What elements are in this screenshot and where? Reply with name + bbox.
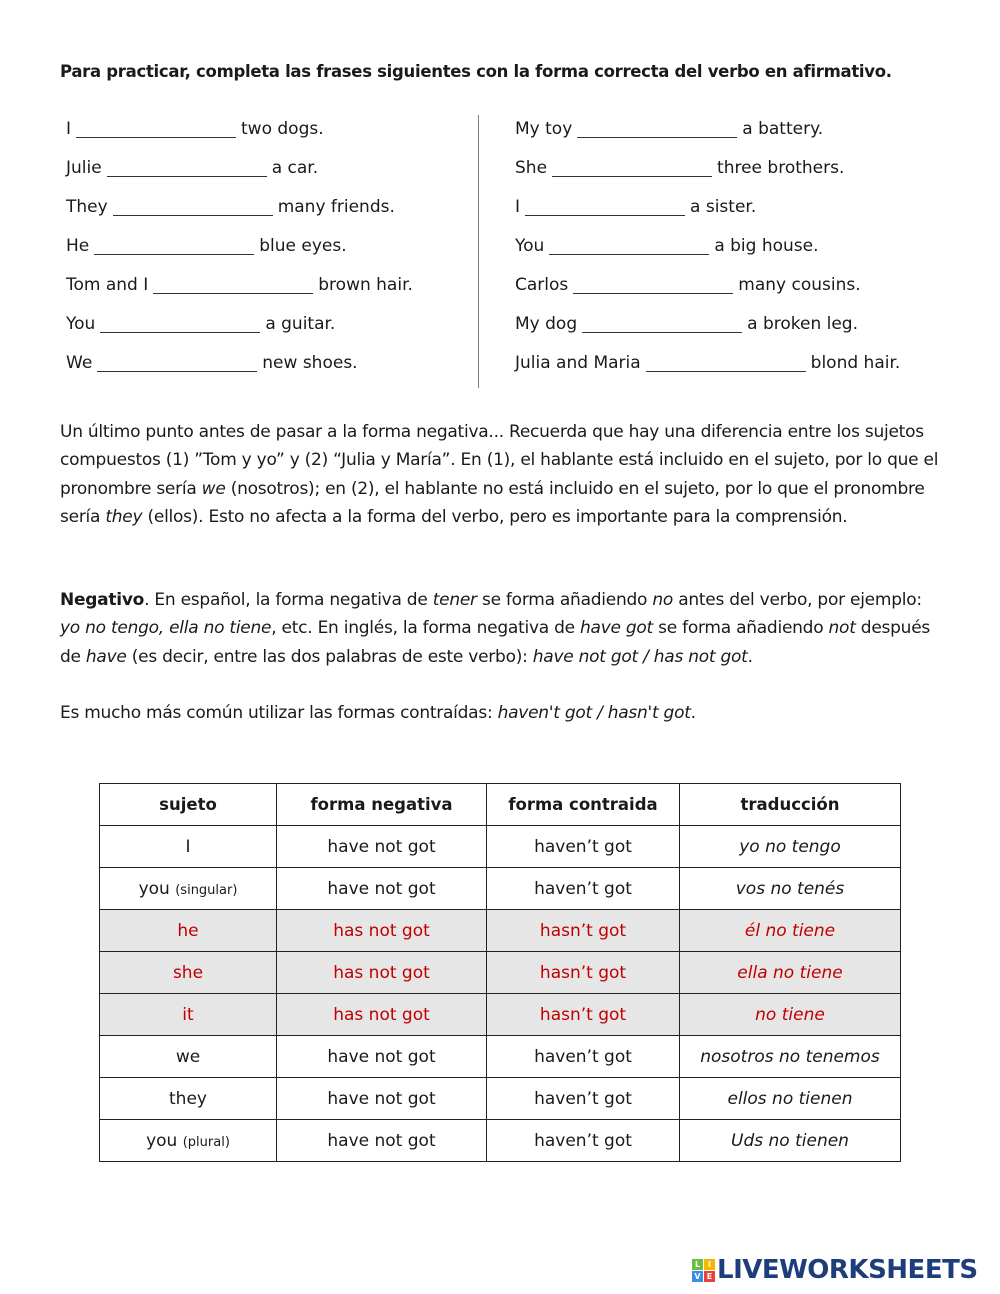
subject-cell (100, 826, 277, 868)
table-header-row (100, 784, 901, 826)
subject-cell (100, 1036, 277, 1078)
contracted-form-cell: haven’t got (487, 1120, 680, 1162)
exercise-rest: blond hair. (810, 353, 901, 373)
column-header: traducción (680, 784, 901, 826)
negative-form-cell: have not got (277, 868, 487, 910)
subject-cell (100, 1120, 277, 1162)
text-segment: Un último punto antes de pasar a la forma negativa... Recuerda que hay una diferencia entre los sujetos compuestos (1) ”Tom y yo” y (2) “Julia y María”. En (1), el hablante está incluido en el sujeto, por lo que el pronombre sería (60, 422, 939, 499)
answer-blank[interactable] (552, 156, 712, 177)
exercise-subject: You (66, 314, 96, 334)
negative-form-cell: has not got (277, 910, 487, 952)
text-segment: (ellos). Esto no afecta a la forma del verbo, pero es importante para la comprensión. (142, 506, 848, 527)
subject-cell (100, 994, 277, 1036)
text-segment: . En español, la forma negativa de (144, 590, 433, 610)
answer-blank[interactable] (549, 234, 709, 255)
table-row (100, 1120, 901, 1162)
exercise-item (66, 310, 413, 349)
translation-cell: no tiene (680, 994, 901, 1036)
exercise-rest: two dogs. (241, 119, 324, 139)
answer-blank[interactable] (646, 351, 806, 372)
exercise-item (66, 154, 413, 193)
text-segment: Es mucho más común utilizar las formas contraídas: (60, 703, 498, 723)
exercise-rest: many friends. (277, 197, 395, 217)
translation-cell: ellos no tienen (680, 1078, 901, 1120)
answer-blank[interactable] (525, 195, 685, 216)
table-row (100, 994, 901, 1036)
subject-cell (100, 1078, 277, 1120)
text-segment: have not got / has not got (532, 646, 748, 667)
exercise-item (515, 310, 900, 349)
text-segment: yo no tengo, ella no tiene (60, 618, 272, 639)
exercise-subject: You (515, 236, 545, 256)
answer-blank[interactable] (107, 156, 267, 177)
exercise-subject: He (66, 236, 90, 256)
exercise-item (66, 349, 413, 388)
subject-text: she (172, 962, 204, 983)
translation-cell: Uds no tienen (680, 1120, 901, 1162)
subject-note: (plural) (182, 1134, 230, 1150)
subject-cell (100, 952, 277, 994)
exercise-subject: Julia and Maria (515, 353, 641, 373)
exercise-rest: three brothers. (717, 158, 845, 178)
subject-text: it (182, 1004, 194, 1025)
text-segment: not (828, 618, 856, 639)
exercise-rest: brown hair. (318, 275, 413, 295)
exercise-item (66, 232, 413, 271)
subject-text: you (146, 1130, 178, 1151)
subject-cell (100, 910, 277, 952)
compound-subject-paragraph (60, 418, 940, 531)
column-header: forma contraida (487, 784, 680, 826)
negative-form-cell: have not got (277, 1078, 487, 1120)
answer-blank[interactable] (100, 312, 260, 333)
exercise-subject: I (515, 197, 521, 217)
negative-forms-table (99, 783, 901, 1162)
exercise-item (515, 349, 900, 388)
contracted-form-cell: hasn’t got (487, 994, 680, 1036)
column-header: sujeto (100, 784, 277, 826)
negative-paragraph (60, 586, 940, 671)
exercise-subject: Tom and I (66, 275, 149, 295)
answer-blank[interactable] (573, 273, 733, 294)
logo-icon (692, 1259, 715, 1282)
exercise-item (515, 115, 900, 154)
negative-form-cell: has not got (277, 994, 487, 1036)
subject-note: (singular) (175, 882, 238, 898)
subject-text: you (138, 878, 170, 899)
contracted-form-cell: haven’t got (487, 826, 680, 868)
exercise-subject: I (66, 119, 72, 139)
exercise-item (515, 271, 900, 310)
contracted-form-cell: haven’t got (487, 1078, 680, 1120)
text-segment: have got (580, 618, 653, 639)
exercise-subject: My toy (515, 119, 573, 139)
table-row (100, 868, 901, 910)
logo-letter: E (704, 1271, 715, 1282)
column-divider (478, 115, 479, 388)
subject-text: they (169, 1088, 207, 1109)
answer-blank[interactable] (153, 273, 313, 294)
exercise-subject: She (515, 158, 548, 178)
table-row (100, 826, 901, 868)
text-segment: . (747, 646, 753, 667)
exercise-rest: new shoes. (262, 353, 358, 373)
contracted-form-cell: haven’t got (487, 1036, 680, 1078)
negative-form-cell: has not got (277, 952, 487, 994)
subject-text: he (177, 920, 199, 941)
text-segment: they (105, 506, 143, 527)
text-segment: we (201, 478, 226, 499)
logo-letter: I (704, 1259, 715, 1270)
table-row (100, 952, 901, 994)
table-row (100, 1078, 901, 1120)
logo-text: LIVEWORKSHEETS (717, 1255, 978, 1285)
exercise-item (66, 115, 413, 154)
answer-blank[interactable] (113, 195, 273, 216)
text-segment: , etc. En inglés, la forma negativa de (271, 618, 580, 639)
logo-letter: V (692, 1271, 703, 1282)
exercise-subject: Julie (66, 158, 102, 178)
exercise-item (515, 232, 900, 271)
negative-form-cell: have not got (277, 1036, 487, 1078)
contracted-forms-paragraph (60, 699, 940, 727)
exercise-rest: a big house. (714, 236, 819, 256)
text-segment: (es decir, entre las dos palabras de este verbo): (126, 646, 533, 667)
exercise-subject: We (66, 353, 93, 373)
exercise-rest: a battery. (742, 119, 824, 139)
subject-cell (100, 868, 277, 910)
text-segment: . (690, 703, 696, 723)
subject-text: I (185, 836, 191, 857)
exercise-subject: Carlos (515, 275, 569, 295)
logo-letter: L (692, 1259, 703, 1270)
subject-text: we (175, 1046, 201, 1067)
negative-form-cell: have not got (277, 826, 487, 868)
text-segment: se forma añadiendo (476, 590, 653, 610)
text-segment: (nosotros); en (2), el hablante no está incluido en el sujeto, por lo que el pronombre sería (60, 478, 925, 527)
translation-cell: él no tiene (680, 910, 901, 952)
table-row (100, 910, 901, 952)
translation-cell: nosotros no tenemos (680, 1036, 901, 1078)
exercise-item (515, 193, 900, 232)
table-row (100, 1036, 901, 1078)
exercise-column-left (66, 115, 413, 388)
answer-blank[interactable] (94, 234, 254, 255)
exercise-subject: My dog (515, 314, 578, 334)
text-segment: antes del verbo, por ejemplo: (673, 590, 922, 610)
answer-blank[interactable] (577, 117, 737, 138)
negative-label: Negativo (60, 590, 145, 610)
contracted-form-cell: haven’t got (487, 868, 680, 910)
text-segment: have (85, 646, 127, 667)
exercise-rest: blue eyes. (259, 236, 347, 256)
exercise-rest: a car. (271, 158, 319, 178)
exercise-column-right (515, 115, 900, 388)
liveworksheets-logo (692, 1255, 978, 1285)
text-segment: tener (432, 590, 477, 610)
text-segment: no (652, 590, 674, 610)
exercise-rest: a sister. (690, 197, 757, 217)
contracted-form-cell: hasn’t got (487, 910, 680, 952)
exercise-rest: many cousins. (738, 275, 861, 295)
exercise-subject: They (66, 197, 108, 217)
exercise-item (66, 271, 413, 310)
contracted-form-cell: hasn’t got (487, 952, 680, 994)
exercise-item (66, 193, 413, 232)
translation-cell: yo no tengo (680, 826, 901, 868)
answer-blank[interactable] (97, 351, 257, 372)
text-segment: después de (60, 618, 931, 667)
translation-cell: vos no tenés (680, 868, 901, 910)
translation-cell: ella no tiene (680, 952, 901, 994)
exercise-rest: a broken leg. (747, 314, 859, 334)
negative-form-cell: have not got (277, 1120, 487, 1162)
answer-blank[interactable] (76, 117, 236, 138)
text-segment: haven't got / hasn't got (497, 703, 691, 723)
exercise-item (515, 154, 900, 193)
text-segment: se forma añadiendo (652, 618, 829, 639)
column-header: forma negativa (277, 784, 487, 826)
exercise-rest: a guitar. (265, 314, 336, 334)
instruction-heading: Para practicar, completa las frases siguientes con la forma correcta del verbo en afirmativo. (60, 62, 892, 81)
answer-blank[interactable] (582, 312, 742, 333)
